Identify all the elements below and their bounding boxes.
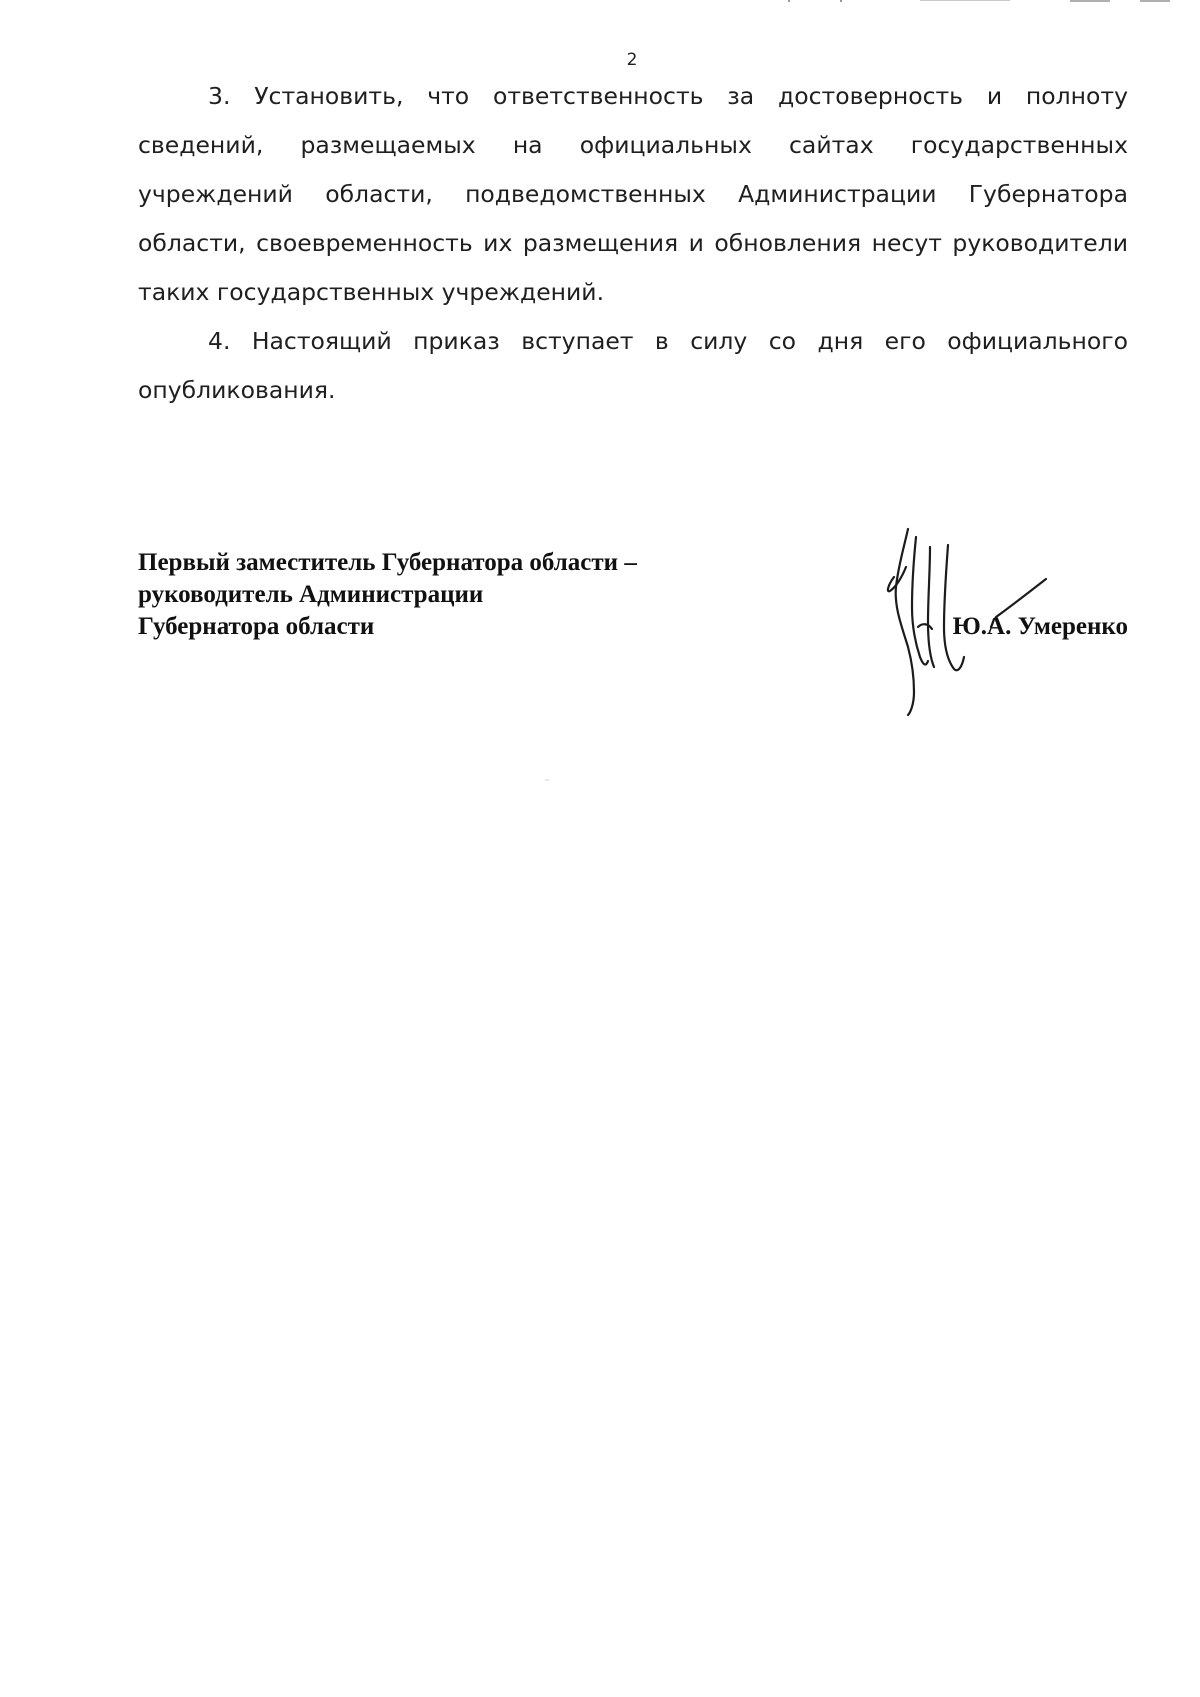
paragraph-4: 4. Настоящий приказ вступает в силу со дня его официального опубликования. <box>138 327 1128 404</box>
paragraph-3: 3. Установить, что ответственность за достоверность и полноту сведений, размещаемых на официальных сайтах государственных учреждений области, подведомственных Администрации Губернатора области, своевременность их размещения и обновления несут руководители таких государственных учреждений. <box>138 82 1128 306</box>
signatory-position <box>138 547 637 643</box>
signature-block <box>138 547 1128 687</box>
order-body <box>138 72 1128 415</box>
signatory-name: Ю.А. Умеренко <box>952 613 1128 640</box>
position-line: руководитель Администрации <box>138 581 484 608</box>
position-line: Первый заместитель Губернатора области – <box>138 549 637 576</box>
scan-dust-artifact <box>545 779 549 781</box>
position-line: Губернатора области <box>138 613 375 640</box>
page-number: 2 <box>626 50 638 70</box>
scan-edge-artifact <box>770 0 1200 6</box>
